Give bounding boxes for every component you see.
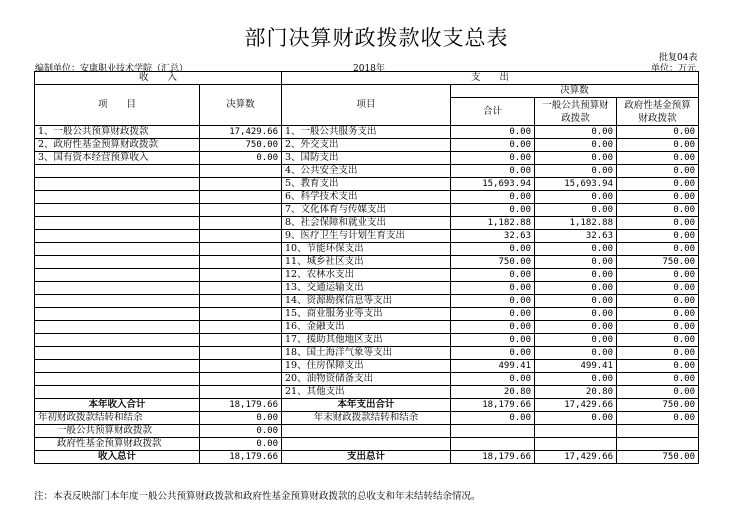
summary-row <box>35 399 699 412</box>
grand-expense-label: 支出总计 <box>282 451 451 464</box>
expense-general-value: 0.00 <box>535 282 617 295</box>
table-row <box>35 386 699 399</box>
income-item-label: 3、国有资本经营预算收入 <box>35 152 200 165</box>
income-item-value: 0.00 <box>200 152 282 165</box>
expense-general-total: 17,429.66 <box>535 399 617 412</box>
expense-item-label: 4、公共安全支出 <box>282 165 451 178</box>
expense-general-value: 20.80 <box>535 386 617 399</box>
grand-expense-value: 18,179.66 <box>451 451 535 464</box>
carry-out-fund: 0.00 <box>617 412 699 425</box>
expense-total-value: 15,693.94 <box>451 178 535 191</box>
expense-fund-value: 0.00 <box>617 347 699 360</box>
table-row <box>35 139 699 152</box>
table-row <box>35 178 699 191</box>
income-item-label <box>35 243 200 256</box>
summary-row <box>35 425 699 438</box>
table-row <box>35 321 699 334</box>
income-item-value <box>200 191 282 204</box>
income-item-label <box>35 334 200 347</box>
expense-fund-value: 0.00 <box>617 269 699 282</box>
expense-general-value: 15,693.94 <box>535 178 617 191</box>
expense-item-label: 11、城乡社区支出 <box>282 256 451 269</box>
income-item-value <box>200 269 282 282</box>
expense-total-value: 0.00 <box>451 191 535 204</box>
expense-fund-value: 0.00 <box>617 308 699 321</box>
income-item-value <box>200 256 282 269</box>
empty-cell <box>451 425 535 438</box>
income-item-value <box>200 217 282 230</box>
income-total-value: 18,179.66 <box>200 399 282 412</box>
expense-total-value: 20.80 <box>451 386 535 399</box>
expense-fund-value: 0.00 <box>617 217 699 230</box>
expense-item-label: 9、医疗卫生与计划生育支出 <box>282 230 451 243</box>
expense-general-value: 0.00 <box>535 308 617 321</box>
expense-item-label: 12、农林水支出 <box>282 269 451 282</box>
income-item-label <box>35 191 200 204</box>
expense-general-value: 0.00 <box>535 204 617 217</box>
table-row <box>35 282 699 295</box>
table-row <box>35 269 699 282</box>
income-item-value: 17,429.66 <box>200 126 282 139</box>
expense-header: 支 出 <box>282 72 699 85</box>
income-item-value <box>200 308 282 321</box>
expense-item-label: 21、其他支出 <box>282 386 451 399</box>
expense-fund-value: 0.00 <box>617 204 699 217</box>
expense-total-value: 499.41 <box>451 360 535 373</box>
expense-fund-value: 0.00 <box>617 321 699 334</box>
expense-total-value: 0.00 <box>451 295 535 308</box>
expense-general-value: 0.00 <box>535 373 617 386</box>
expense-total-value: 0.00 <box>451 165 535 178</box>
expense-fund-value: 0.00 <box>617 282 699 295</box>
carry-general-value: 0.00 <box>200 425 282 438</box>
empty-cell <box>535 425 617 438</box>
expense-fund-value: 0.00 <box>617 165 699 178</box>
table-row <box>35 308 699 321</box>
table-row <box>35 334 699 347</box>
unit-label: 单位：万元 <box>651 64 697 74</box>
expense-general-value: 0.00 <box>535 152 617 165</box>
income-item-label <box>35 373 200 386</box>
carry-fund-value: 0.00 <box>200 438 282 451</box>
grand-expense-general: 17,429.66 <box>535 451 617 464</box>
expense-total-value: 0.00 <box>451 204 535 217</box>
expense-item-label: 7、文化体育与传媒支出 <box>282 204 451 217</box>
expense-item-label: 8、社会保障和就业支出 <box>282 217 451 230</box>
summary-row <box>35 438 699 451</box>
income-item-label <box>35 360 200 373</box>
income-item-value <box>200 230 282 243</box>
summary-row <box>35 451 699 464</box>
expense-fund-value: 0.00 <box>617 191 699 204</box>
carry-in-value: 0.00 <box>200 412 282 425</box>
empty-cell <box>282 425 451 438</box>
table-row <box>35 126 699 139</box>
summary-row <box>35 412 699 425</box>
expense-item-label: 1、一般公共服务支出 <box>282 126 451 139</box>
carry-fund-label: 政府性基金预算财政拨款 <box>35 438 200 451</box>
income-item-value <box>200 282 282 295</box>
expense-fund-value: 0.00 <box>617 334 699 347</box>
expense-fund-value: 0.00 <box>617 139 699 152</box>
income-item-value <box>200 373 282 386</box>
expense-general-value: 499.41 <box>535 360 617 373</box>
income-item-label <box>35 269 200 282</box>
expense-item-label: 18、国土海洋气象等支出 <box>282 347 451 360</box>
expense-total-value: 18,179.66 <box>451 399 535 412</box>
expense-item-label: 19、住房保障支出 <box>282 360 451 373</box>
org-label: 编制单位：安康职业技术学院（汇总） <box>35 64 189 74</box>
income-item-label: 2、政府性基金预算财政拨款 <box>35 139 200 152</box>
carry-in-label: 年初财政拨款结转和结余 <box>35 412 200 425</box>
table-row <box>35 230 699 243</box>
income-item-value <box>200 334 282 347</box>
expense-general-value: 0.00 <box>535 295 617 308</box>
table-row <box>35 204 699 217</box>
expense-general-value: 0.00 <box>535 256 617 269</box>
expense-general-value: 0.00 <box>535 191 617 204</box>
expense-total-value: 32.63 <box>451 230 535 243</box>
expense-item-label: 2、外交支出 <box>282 139 451 152</box>
expense-general-value: 0.00 <box>535 139 617 152</box>
income-item-label <box>35 217 200 230</box>
table-row <box>35 347 699 360</box>
expense-total-value: 0.00 <box>451 308 535 321</box>
expense-total-value: 0.00 <box>451 334 535 347</box>
expense-total-value: 0.00 <box>451 269 535 282</box>
form-code: 批复04表 <box>659 53 698 63</box>
expense-total-value: 750.00 <box>451 256 535 269</box>
income-item-value <box>200 347 282 360</box>
expense-fund-value: 0.00 <box>617 373 699 386</box>
income-item-value <box>200 165 282 178</box>
expense-item-label: 17、援助其他地区支出 <box>282 334 451 347</box>
table-row <box>35 165 699 178</box>
fund-header: 政府性基金预算财政拨款 <box>617 98 699 126</box>
income-item-value <box>200 321 282 334</box>
empty-cell <box>535 438 617 451</box>
expense-general-value: 0.00 <box>535 126 617 139</box>
income-item-label <box>35 386 200 399</box>
empty-cell <box>617 438 699 451</box>
finance-table <box>34 71 699 464</box>
expense-total-label: 本年支出合计 <box>282 399 451 412</box>
grand-income-value: 18,179.66 <box>200 451 282 464</box>
footnote: 注：本表反映部门本年度一般公共预算财政拨款和政府性基金预算财政拨款的总收支和年末结转结余情况。 <box>34 491 481 502</box>
carry-general-label: 一般公共预算财政拨款 <box>35 425 200 438</box>
table-row <box>35 191 699 204</box>
expense-item-label: 20、油物资储备支出 <box>282 373 451 386</box>
income-item-value <box>200 386 282 399</box>
expense-fund-value: 0.00 <box>617 295 699 308</box>
expense-total-value: 1,182.88 <box>451 217 535 230</box>
carry-out-total: 0.00 <box>451 412 535 425</box>
income-header: 收 入 <box>35 72 282 85</box>
empty-cell <box>282 438 451 451</box>
table-row <box>35 256 699 269</box>
expense-general-value: 0.00 <box>535 334 617 347</box>
table-row <box>35 152 699 165</box>
expense-general-value: 0.00 <box>535 347 617 360</box>
expense-item-label: 16、金融支出 <box>282 321 451 334</box>
income-item-label <box>35 165 200 178</box>
income-item-label <box>35 282 200 295</box>
expense-fund-total: 750.00 <box>617 399 699 412</box>
income-total-label: 本年收入合计 <box>35 399 200 412</box>
expense-general-value: 32.63 <box>535 230 617 243</box>
income-item-value: 750.00 <box>200 139 282 152</box>
expense-item-label: 6、科学技术支出 <box>282 191 451 204</box>
income-item-value <box>200 204 282 217</box>
expense-total-value: 0.00 <box>451 126 535 139</box>
table-row <box>35 360 699 373</box>
expense-item-label: 13、交通运输支出 <box>282 282 451 295</box>
carry-out-general: 0.00 <box>535 412 617 425</box>
expense-total-value: 0.00 <box>451 347 535 360</box>
income-item-label <box>35 308 200 321</box>
income-item-value <box>200 295 282 308</box>
page-title: 部门决算财政拨款收支总表 <box>244 26 509 50</box>
expense-item-label: 3、国防支出 <box>282 152 451 165</box>
empty-cell <box>617 425 699 438</box>
table-row <box>35 295 699 308</box>
grand-expense-fund: 750.00 <box>617 451 699 464</box>
income-item-header: 项 目 <box>35 85 200 126</box>
expense-fund-value: 0.00 <box>617 360 699 373</box>
empty-cell <box>451 438 535 451</box>
income-item-label <box>35 321 200 334</box>
income-item-label <box>35 347 200 360</box>
income-item-value <box>200 243 282 256</box>
income-item-label <box>35 256 200 269</box>
expense-item-label: 15、商业服务业等支出 <box>282 308 451 321</box>
expense-fund-value: 0.00 <box>617 243 699 256</box>
income-item-value <box>200 178 282 191</box>
income-item-label <box>35 204 200 217</box>
expense-general-value: 1,182.88 <box>535 217 617 230</box>
income-item-label <box>35 178 200 191</box>
expense-fund-value: 0.00 <box>617 152 699 165</box>
expense-fund-value: 0.00 <box>617 386 699 399</box>
expense-general-value: 0.00 <box>535 269 617 282</box>
income-item-value <box>200 360 282 373</box>
expense-fund-value: 0.00 <box>617 178 699 191</box>
expense-total-value: 0.00 <box>451 282 535 295</box>
expense-item-label: 10、节能环保支出 <box>282 243 451 256</box>
expense-fund-value: 0.00 <box>617 126 699 139</box>
general-header: 一般公共预算财政拨款 <box>535 98 617 126</box>
expense-budget-header: 决算数 <box>451 85 699 98</box>
income-item-label <box>35 295 200 308</box>
expense-general-value: 0.00 <box>535 165 617 178</box>
table-row <box>35 243 699 256</box>
total-header: 合计 <box>451 98 535 126</box>
table-row <box>35 217 699 230</box>
expense-general-value: 0.00 <box>535 321 617 334</box>
expense-total-value: 0.00 <box>451 243 535 256</box>
income-item-label <box>35 230 200 243</box>
grand-income-label: 收入总计 <box>35 451 200 464</box>
expense-fund-value: 0.00 <box>617 230 699 243</box>
expense-total-value: 0.00 <box>451 321 535 334</box>
expense-item-header: 项目 <box>282 85 451 126</box>
expense-total-value: 0.00 <box>451 152 535 165</box>
expense-item-label: 14、资源勘探信息等支出 <box>282 295 451 308</box>
table-row <box>35 373 699 386</box>
expense-general-value: 0.00 <box>535 243 617 256</box>
expense-fund-value: 750.00 <box>617 256 699 269</box>
expense-item-label: 5、教育支出 <box>282 178 451 191</box>
year-label: 2018年 <box>353 64 385 74</box>
income-item-label: 1、一般公共预算财政拨款 <box>35 126 200 139</box>
expense-total-value: 0.00 <box>451 373 535 386</box>
expense-total-value: 0.00 <box>451 139 535 152</box>
carry-out-label: 年末财政拨款结转和结余 <box>282 412 451 425</box>
income-budget-header: 决算数 <box>200 85 282 126</box>
